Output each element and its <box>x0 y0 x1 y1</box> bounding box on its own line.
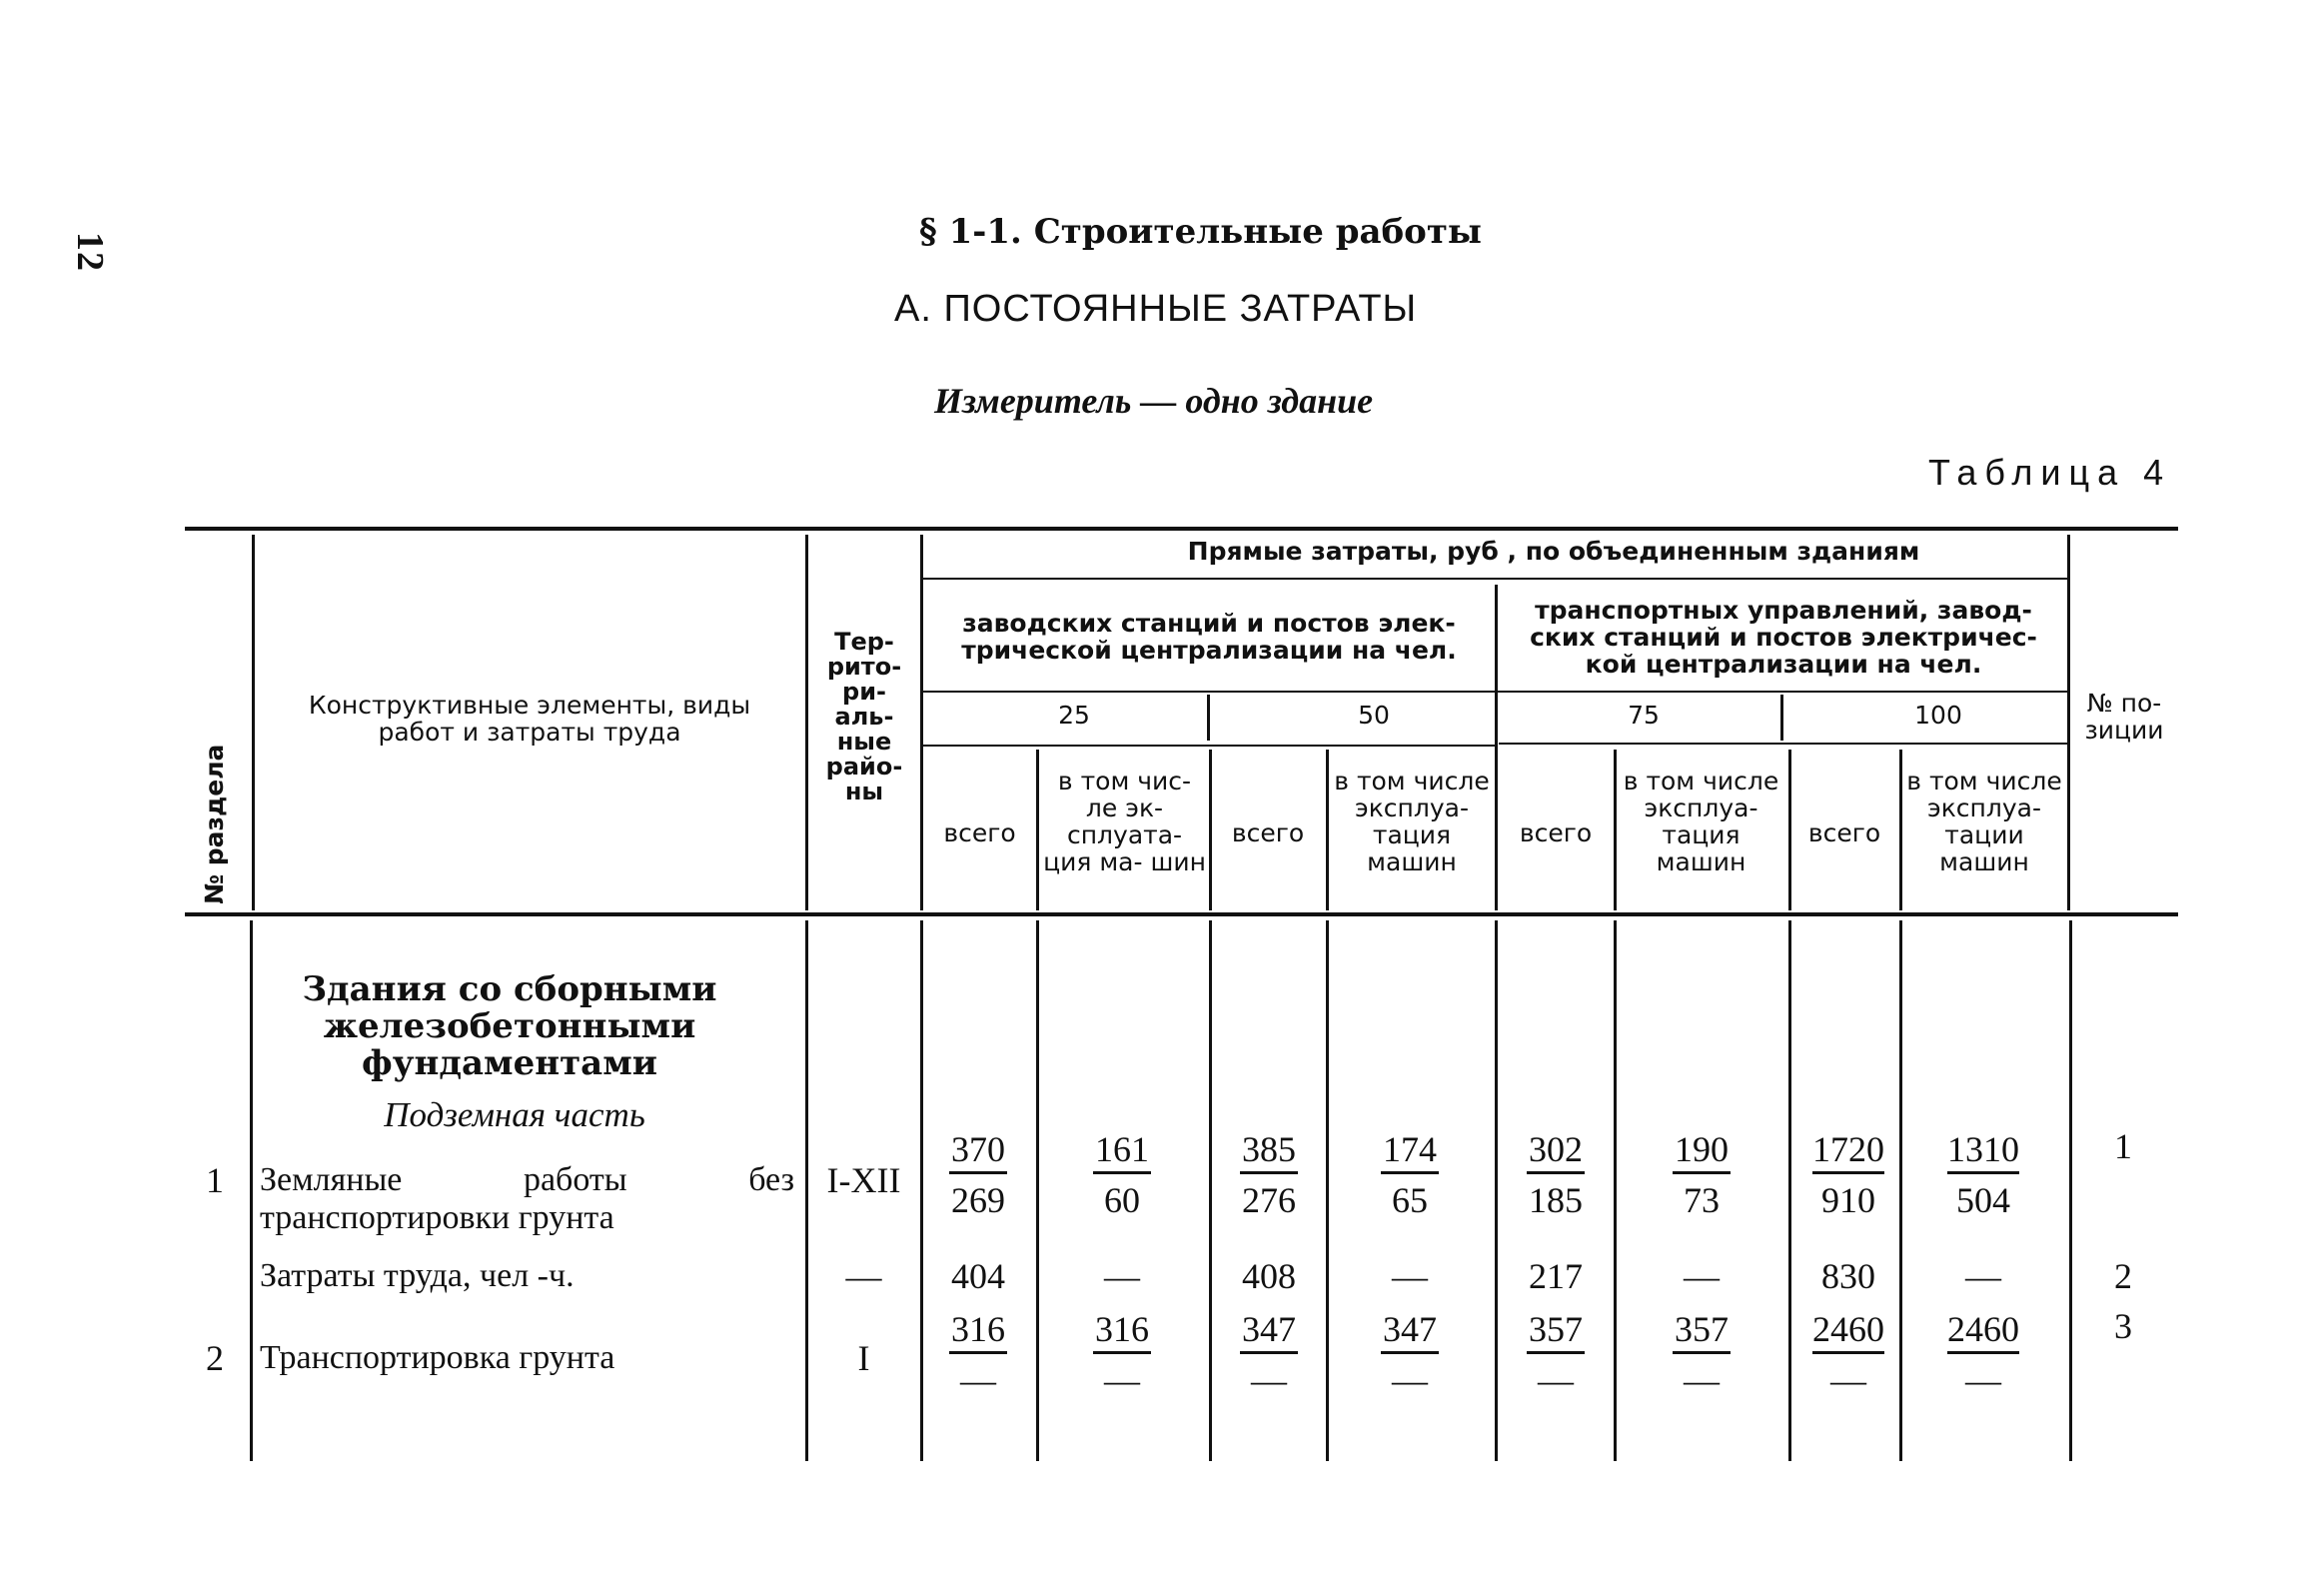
value-cell: 347 — <box>1242 1309 1296 1400</box>
header-size-50: 50 <box>1358 701 1390 730</box>
row-region: I-XII <box>826 1160 901 1200</box>
value-cell: 316 — <box>1095 1309 1149 1400</box>
value-cell: $\frac{161}{60}$ <box>1095 1129 1149 1220</box>
value-cell: 408 <box>1242 1256 1296 1296</box>
value-cell: $\frac{370}{269}$ <box>951 1129 1005 1220</box>
part-title: Подземная часть <box>384 1095 645 1134</box>
value-cell: $\frac{174}{65}$ <box>1383 1129 1437 1220</box>
value-cell: 2460 — <box>1812 1309 1884 1400</box>
header-section-no: № раздела <box>200 744 229 904</box>
table-label: Таблица 4 <box>1928 452 2172 493</box>
value-cell: 404 <box>951 1256 1005 1296</box>
value-cell: — <box>1392 1256 1428 1296</box>
header-total-50: всего <box>1231 818 1305 847</box>
section-title: § 1-1. Строительные работы <box>919 212 1483 252</box>
page-number: 12 <box>69 232 111 272</box>
header-size-100: 100 <box>1914 701 1962 730</box>
header-total-25: всего <box>943 818 1016 847</box>
header-size-25: 25 <box>1058 701 1090 730</box>
value-cell: — <box>1684 1256 1720 1296</box>
header-group-transport: транспортных управлений, завод- ских станций и постов электричес- кой централизации на чел. <box>1530 596 2037 679</box>
header-direct-costs: Прямые затраты, руб , по объединенным зданиям <box>1187 537 1920 566</box>
header-size-75: 75 <box>1628 701 1660 730</box>
value-cell: 830 <box>1821 1256 1875 1296</box>
value-cell: $\frac{1310}{504}$ <box>1947 1129 2019 1220</box>
value-cell: 357 — <box>1675 1309 1729 1400</box>
value-cell: $\frac{385}{276}$ <box>1242 1129 1296 1220</box>
value-cell: 347 — <box>1383 1309 1437 1400</box>
row-position-no: 2 <box>2114 1256 2132 1296</box>
header-total-100: всего <box>1807 818 1881 847</box>
value-cell: $\frac{190}{73}$ <box>1675 1129 1729 1220</box>
value-cell: 217 <box>1529 1256 1583 1296</box>
header-incl-75: в том числе эксплуа- тация машин <box>1623 767 1779 876</box>
row-position-no: 3 <box>2114 1306 2132 1346</box>
header-group-factory: заводских станций и постов элек- трической централизации на чел. <box>961 609 1457 665</box>
row-name: Земляные работы без транспортировки грунта <box>260 1161 794 1236</box>
value-cell: $\frac{302}{185}$ <box>1529 1129 1583 1220</box>
header-incl-25: в том чис- ле эк- сплуата- ция ма- шин <box>1043 767 1206 876</box>
row-name: Затраты труда, чел -ч. <box>260 1257 575 1294</box>
row-section-no: 2 <box>206 1338 224 1378</box>
value-cell: — <box>1104 1256 1140 1296</box>
value-cell: 316 — <box>951 1309 1005 1400</box>
header-territorial: Тер- рито- ри- аль- ные райо- ны <box>825 628 903 805</box>
value-cell: — <box>1965 1256 2001 1296</box>
subtitle: А. ПОСТОЯННЫЕ ЗАТРАТЫ <box>894 288 1418 330</box>
row-region: — <box>845 1256 882 1296</box>
header-incl-50: в том числе эксплуа- тация машин <box>1334 767 1490 876</box>
header-incl-100: в том числе эксплуа- тации машин <box>1906 767 2062 876</box>
header-elements: Конструктивные элементы, виды работ и затраты труда <box>308 691 751 747</box>
value-cell: 2460 — <box>1947 1309 2019 1400</box>
row-section-no: 1 <box>206 1160 224 1200</box>
header-total-75: всего <box>1519 818 1593 847</box>
group-title: Здания со сборными железобетонными фундаментами <box>302 969 717 1083</box>
row-position-no: 1 <box>2114 1126 2132 1166</box>
value-cell: $\frac{1720}{910}$ <box>1812 1129 1884 1220</box>
value-cell: 357 — <box>1529 1309 1583 1400</box>
row-name: Транспортировка грунта <box>260 1339 615 1376</box>
measure-unit: Измеритель — одно здание <box>934 381 1374 421</box>
row-region: I <box>857 1338 870 1378</box>
header-position-no: № по- зиции <box>2084 689 2164 745</box>
